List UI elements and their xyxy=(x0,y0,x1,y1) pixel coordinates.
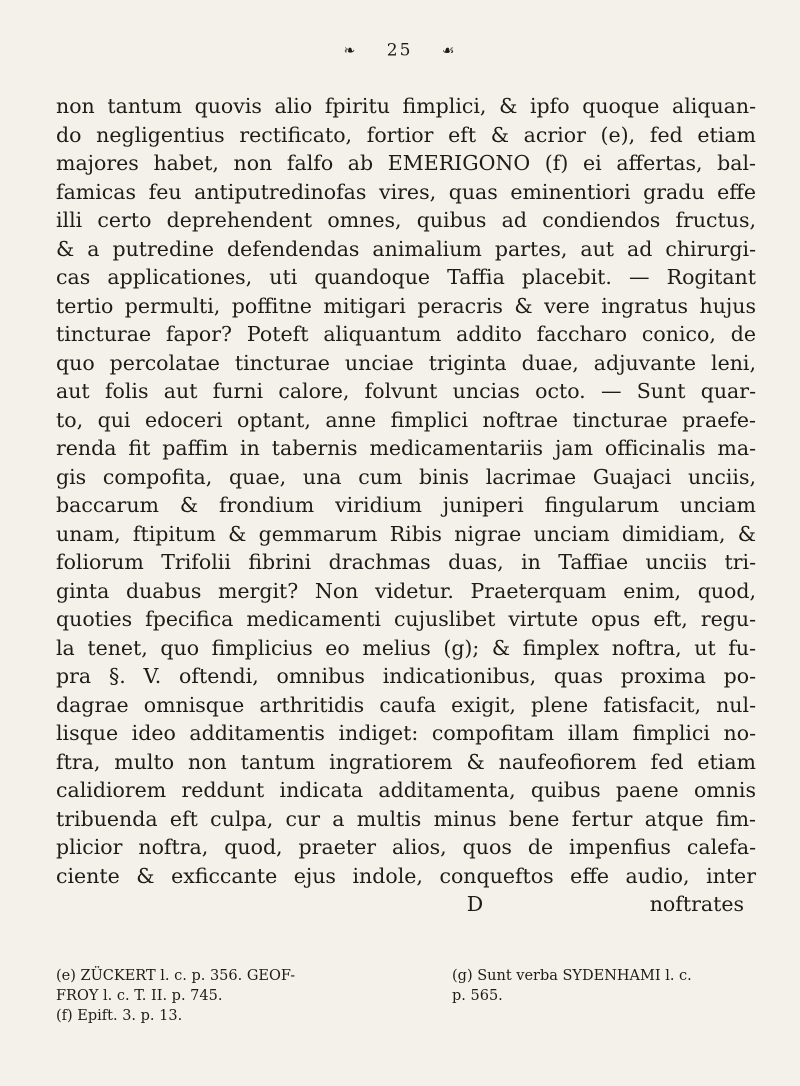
left-ornament-icon: ❧ xyxy=(343,42,358,59)
text-line: plicior noftra, quod, praeter alios, quos de impenfius calefa- xyxy=(56,835,756,859)
text-line: foliorum Trifolii fibrini drachmas duas, in Taffiae unciis tri- xyxy=(56,550,756,574)
footnotes-left-column xyxy=(56,966,416,1026)
text-line: tertio permulti, poffitne mitigari peracris & vere ingratus hujus xyxy=(56,293,756,318)
signature-line xyxy=(56,890,756,919)
text-line: tincturae fapor? Poteft aliquantum addito faccharo conico, de xyxy=(56,322,756,346)
main-text xyxy=(56,92,756,919)
text-line: majores habet, non falfo ab EMERIGONO (f) ei affertas, bal- xyxy=(56,151,756,175)
text-line: famicas feu antiputredinofas vires, quas eminentiori gradu effe xyxy=(56,179,756,204)
text-line: ginta duabus mergit? Non videtur. Praeterquam enim, quod, xyxy=(56,578,756,603)
catchword: noftrates xyxy=(649,892,744,916)
text-line: aut folis aut furni calore, folvunt uncias octo. — Sunt quar- xyxy=(56,379,756,403)
text-line: calidiorem reddunt indicata additamenta, quibus paene omnis xyxy=(56,778,756,802)
text-line: quoties fpecifica medicamenti cujuslibet virtute opus eft, regu- xyxy=(56,607,756,631)
footnote-line: (e) ZÜCKERT l. c. p. 356. GEOF- xyxy=(56,968,296,984)
footnote-line: FROY l. c. T. II. p. 745. xyxy=(56,988,223,1004)
footnote-line: p. 565. xyxy=(452,988,503,1004)
text-line: lisque ideo additamentis indiget: compofitam illam fimplici no- xyxy=(56,721,756,745)
text-line: ftra, multo non tantum ingratiorem & naufeofiorem fed etiam xyxy=(56,749,756,774)
running-header xyxy=(0,40,800,61)
text-line: gis compofita, quae, una cum binis lacrimae Guajaci unciis, xyxy=(56,464,756,489)
page-number: 25 xyxy=(386,40,413,61)
footnotes-right-column xyxy=(452,966,762,1006)
footnote-line: (g) Sunt verba SYDENHAMI l. c. xyxy=(452,968,692,984)
text-line: renda fit paffim in tabernis medicamentariis jam officinalis ma- xyxy=(56,436,756,460)
text-line: cas applicationes, uti quandoque Taffia placebit. — Rogitant xyxy=(56,265,756,289)
text-line: & a putredine defendendas animalium partes, aut ad chirurgi- xyxy=(56,236,756,261)
right-ornament-icon: ☙ xyxy=(441,42,457,59)
text-line: baccarum & frondium viridium juniperi fingularum unciam xyxy=(56,493,756,517)
text-line: dagrae omnisque arthritidis caufa exigit, plene fatisfacit, nul- xyxy=(56,692,756,717)
text-line: la tenet, quo fimplicius eo melius (g); & fimplex noftra, ut fu- xyxy=(56,635,756,660)
text-line: illi certo deprehendent omnes, quibus ad condiendos fructus, xyxy=(56,208,756,232)
text-line: unam, ftipitum & gemmarum Ribis nigrae unciam dimidiam, & xyxy=(56,521,756,546)
signature-mark: D xyxy=(466,892,484,916)
text-line: to, qui edoceri optant, anne fimplici noftrae tincturae praefe- xyxy=(56,407,756,432)
text-line: do negligentius rectificato, fortior eft & acrior (e), fed etiam xyxy=(56,122,756,147)
text-line: non tantum quovis alio fpiritu fimplici, & ipfo quoque aliquan- xyxy=(56,94,756,118)
text-line: pra §. V. oftendi, omnibus indicationibus, quas proxima po- xyxy=(56,664,756,688)
text-line: tribuenda eft culpa, cur a multis minus bene fertur atque fim- xyxy=(56,806,756,831)
footnote-line: (f) Epift. 3. p. 13. xyxy=(56,1008,183,1024)
text-line: quo percolatae tincturae unciae triginta duae, adjuvante leni, xyxy=(56,350,756,375)
text-line: ciente & exficcante ejus indole, conqueftos effe audio, inter xyxy=(56,863,756,888)
